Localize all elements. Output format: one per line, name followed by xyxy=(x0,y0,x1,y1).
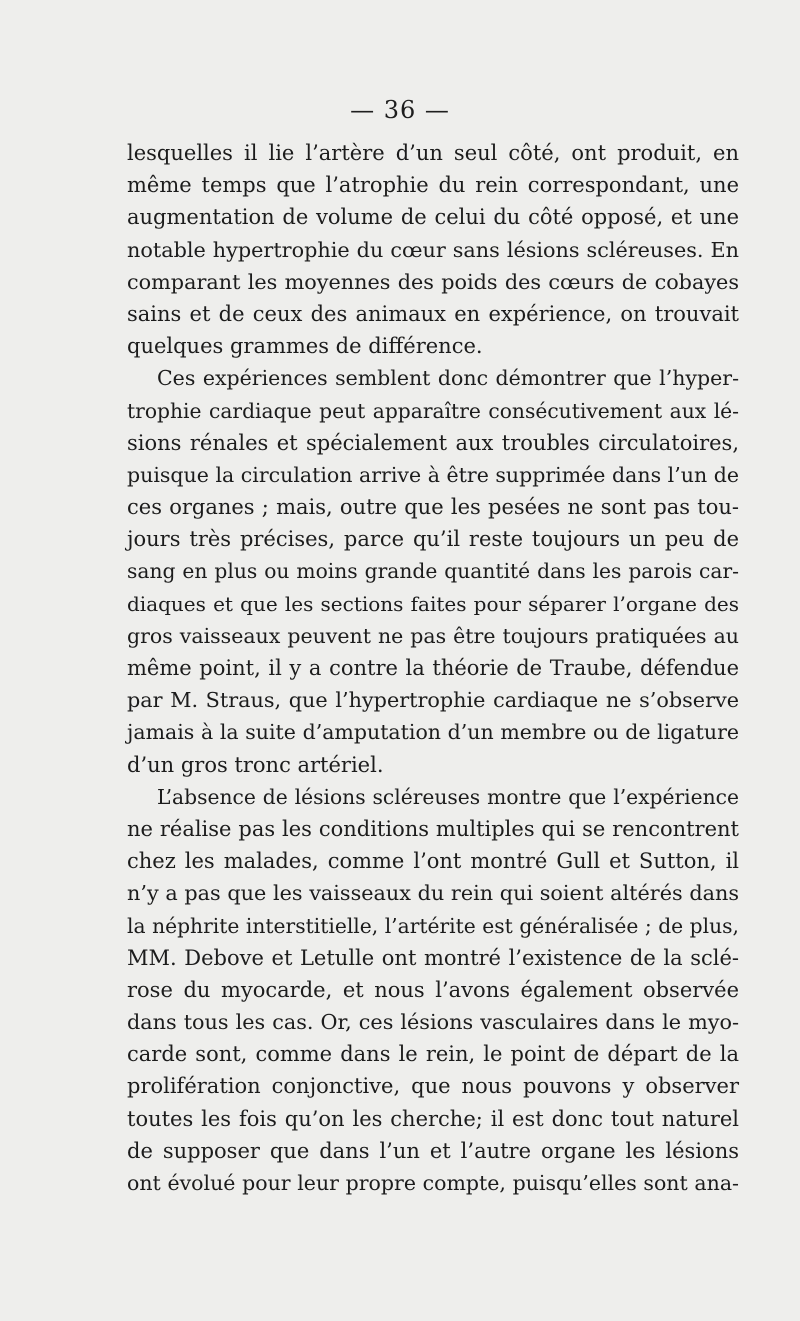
text-line: puisque la circulation arrive à être supprimée dans l’un de xyxy=(127,462,739,487)
body-text xyxy=(127,137,739,1199)
text-line: par M. Straus, que l’hypertrophie cardiaque ne s’observe xyxy=(127,688,739,713)
text-line: notable hypertrophie du cœur sans lésions scléreuses. En xyxy=(127,237,739,262)
text-line: ces organes ; mais, outre que les pesées ne sont pas tou- xyxy=(127,495,739,520)
text-line: ont évolué pour leur propre compte, puisqu’elles sont ana- xyxy=(127,1171,739,1195)
text-line: jours très précises, parce qu’il reste toujours un peu de xyxy=(127,527,739,552)
text-line: jamais à la suite d’amputation d’un membre ou de ligature xyxy=(127,720,739,745)
text-line: MM. Debove et Letulle ont montré l’existence de la sclé- xyxy=(127,945,739,970)
text-line: carde sont, comme dans le rein, le point de départ de la xyxy=(127,1042,739,1067)
paragraph-start-line: L’absence de lésions scléreuses montre que l’expérience xyxy=(157,784,739,809)
paragraph-start-line: Ces expériences semblent donc démontrer que l’hyper- xyxy=(157,366,739,391)
text-line: chez les malades, comme l’ont montré Gull et Sutton, il xyxy=(127,849,739,874)
text-line: sang en plus ou moins grande quantité dans les parois car- xyxy=(127,559,739,584)
text-line: prolifération conjonctive, que nous pouvons y observer xyxy=(127,1074,739,1099)
text-line: toutes les fois qu’on les cherche; il est donc tout naturel xyxy=(127,1106,739,1131)
text-line: lesquelles il lie l’artère d’un seul côté, ont produit, en xyxy=(127,141,739,165)
text-line: même temps que l’atrophie du rein correspondant, une xyxy=(127,173,739,198)
text-line: augmentation de volume de celui du côté opposé, et une xyxy=(127,205,739,230)
text-line: comparant les moyennes des poids des cœurs de cobayes xyxy=(127,269,739,294)
page-number: — 36 — xyxy=(350,96,450,124)
text-line: d’un gros tronc artériel. xyxy=(127,752,384,777)
text-line: n’y a pas que les vaisseaux du rein qui soient altérés dans xyxy=(127,881,739,906)
text-line: même point, il y a contre la théorie de Traube, défendue xyxy=(127,656,739,680)
text-line: diaques et que les sections faites pour séparer l’organe des xyxy=(127,591,739,616)
text-line: sions rénales et spécialement aux troubles circulatoires, xyxy=(127,430,739,455)
text-line: de supposer que dans l’un et l’autre organe les lésions xyxy=(127,1138,739,1163)
text-line: sains et de ceux des animaux en expérience, on trouvait xyxy=(127,301,739,326)
text-line: trophie cardiaque peut apparaître consécutivement aux lé- xyxy=(127,398,739,423)
text-line: quelques grammes de différence. xyxy=(127,334,483,359)
text-line: la néphrite interstitielle, l’artérite est généralisée ; de plus, xyxy=(127,913,739,938)
text-line: gros vaisseaux peuvent ne pas être toujours pratiquées au xyxy=(127,623,739,648)
text-line: rose du myocarde, et nous l’avons également observée xyxy=(127,977,739,1002)
text-line: dans tous les cas. Or, ces lésions vasculaires dans le myo- xyxy=(127,1010,739,1035)
text-line: ne réalise pas les conditions multiples qui se rencontrent xyxy=(127,816,739,841)
